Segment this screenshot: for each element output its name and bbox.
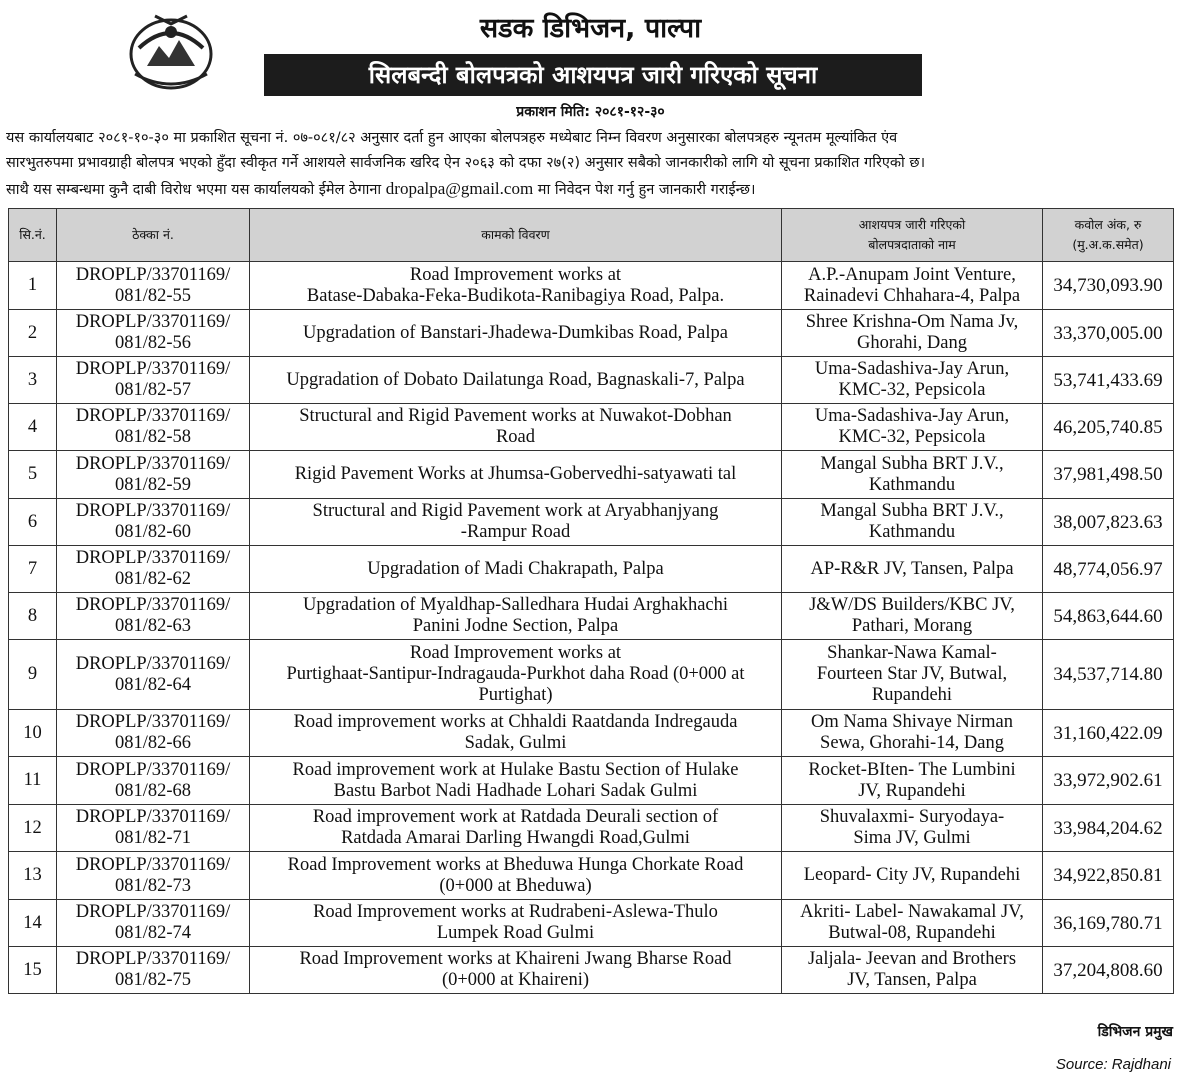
row-bid-amount: 48,774,056.97 xyxy=(1043,546,1174,593)
contract-no-line: 081/82-58 xyxy=(114,427,192,447)
bidder-name-line: J&W/DS Builders/KBC JV, xyxy=(809,595,1015,615)
row-bidder-name xyxy=(782,499,1043,546)
row-bid-amount: 31,160,422.09 xyxy=(1043,710,1174,757)
contract-no-line: DROPLP/33701169/ xyxy=(75,406,231,426)
row-contract-no xyxy=(57,640,250,710)
contract-no-line: DROPLP/33701169/ xyxy=(75,264,231,285)
row-work-description xyxy=(250,710,782,757)
bidder-name-line: A.P.-Anupam Joint Venture, xyxy=(808,264,1016,285)
row-sn: 4 xyxy=(9,404,57,451)
work-description-line: Road improvement works at Chhaldi Raatdanda Indregauda xyxy=(293,712,738,732)
intro-line-3-b: मा निवेदन पेश गर्नु हुन जानकारी गराईन्छ। xyxy=(537,182,756,198)
row-sn: 1 xyxy=(9,262,57,310)
row-bidder-name xyxy=(782,757,1043,805)
work-description-line: (0+000 at Bheduwa) xyxy=(439,875,592,896)
row-bidder-name xyxy=(782,593,1043,640)
bidder-name-line: Kathmandu xyxy=(868,522,956,542)
row-sn: 10 xyxy=(9,710,57,757)
award-table xyxy=(8,208,1174,994)
header-amount-line-2: (मु.अ.क.समेत) xyxy=(1072,237,1144,252)
table-row xyxy=(9,262,1174,310)
bidder-name-line: KMC-32, Pepsicola xyxy=(838,380,986,400)
row-work-description xyxy=(250,640,782,710)
contract-no-line: 081/82-74 xyxy=(114,923,192,943)
contract-no-line: 081/82-56 xyxy=(114,333,192,353)
row-contract-no xyxy=(57,499,250,546)
row-bid-amount: 37,981,498.50 xyxy=(1043,451,1174,499)
row-bidder-name xyxy=(782,805,1043,852)
publication-date: प्रकाशन मिति: २०८१-१२-३० xyxy=(516,104,665,120)
contract-no-line: DROPLP/33701169/ xyxy=(75,595,231,615)
row-bidder-name xyxy=(782,710,1043,757)
row-sn: 6 xyxy=(9,499,57,546)
header-contract-no: ठेक्का नं. xyxy=(57,209,250,262)
row-work-description xyxy=(250,852,782,900)
bidder-name-line: Mangal Subha BRT J.V., xyxy=(820,453,1004,474)
bidder-name-line: Akriti- Label- Nawakamal JV, xyxy=(800,902,1024,922)
row-bid-amount: 33,370,005.00 xyxy=(1043,310,1174,357)
row-bid-amount: 33,984,204.62 xyxy=(1043,805,1174,852)
row-contract-no xyxy=(57,805,250,852)
source-credit: Source: Rajdhani xyxy=(1055,1056,1171,1073)
bidder-name-line: Sima JV, Gulmi xyxy=(853,828,971,848)
bidder-name-line: Jaljala- Jeevan and Brothers xyxy=(807,949,1017,969)
row-bidder-name xyxy=(782,310,1043,357)
row-contract-no xyxy=(57,404,250,451)
bidder-name-line: Leopard- City JV, Rupandehi xyxy=(803,865,1021,885)
header-bidder-line-1: आशयपत्र जारी गरिएको xyxy=(858,217,966,232)
work-description-line: -Rampur Road xyxy=(460,522,571,542)
row-contract-no xyxy=(57,593,250,640)
header-sn: सि.नं. xyxy=(9,209,57,262)
work-description-line: Road improvement work at Hulake Bastu Section of Hulake xyxy=(292,759,739,780)
bidder-name-line: Rainadevi Chhahara-4, Palpa xyxy=(803,285,1021,306)
row-work-description xyxy=(250,900,782,947)
table-row xyxy=(9,451,1174,499)
bidder-name-line: Rupandehi xyxy=(871,685,953,705)
header-bidder-name xyxy=(782,209,1043,262)
row-sn: 9 xyxy=(9,640,57,710)
contract-no-line: DROPLP/33701169/ xyxy=(75,359,231,379)
table-row xyxy=(9,640,1174,710)
row-sn: 13 xyxy=(9,852,57,900)
contract-no-line: DROPLP/33701169/ xyxy=(75,712,231,732)
contract-no-line: 081/82-73 xyxy=(114,875,192,896)
bidder-name-line: AP-R&R JV, Tansen, Palpa xyxy=(810,558,1014,579)
row-work-description xyxy=(250,404,782,451)
contract-no-line: 081/82-59 xyxy=(114,474,192,495)
table-row xyxy=(9,947,1174,994)
work-description-line: Batase-Dabaka-Feka-Budikota-Ranibagiya Road, Palpa. xyxy=(306,285,725,306)
bidder-name-line: Shree Krishna-Om Nama Jv, xyxy=(805,312,1019,332)
row-work-description xyxy=(250,499,782,546)
row-bidder-name xyxy=(782,546,1043,593)
work-description-line: Road Improvement works at Rudrabeni-Aslewa-Thulo xyxy=(313,902,718,922)
bidder-name-line: Om Nama Shivaye Nirman xyxy=(811,712,1013,732)
row-bid-amount: 46,205,740.85 xyxy=(1043,404,1174,451)
row-work-description xyxy=(250,546,782,593)
row-contract-no xyxy=(57,546,250,593)
contract-no-line: 081/82-62 xyxy=(114,569,192,589)
bidder-name-line: JV, Rupandehi xyxy=(858,780,966,801)
row-work-description xyxy=(250,593,782,640)
row-bid-amount: 34,537,714.80 xyxy=(1043,640,1174,710)
row-sn: 11 xyxy=(9,757,57,805)
row-bid-amount: 38,007,823.63 xyxy=(1043,499,1174,546)
table-row xyxy=(9,499,1174,546)
work-description-line: Road Improvement works at Bheduwa Hunga Chorkate Road xyxy=(287,854,744,875)
work-description-line: Road Improvement works at xyxy=(409,264,622,285)
contract-no-line: DROPLP/33701169/ xyxy=(75,902,231,922)
contract-no-line: 081/82-57 xyxy=(114,380,192,400)
work-description-line: Road Improvement works at xyxy=(409,643,622,663)
contract-no-line: 081/82-71 xyxy=(114,828,192,848)
row-bidder-name xyxy=(782,357,1043,404)
bidder-name-line: Mangal Subha BRT J.V., xyxy=(820,501,1004,521)
contract-no-line: DROPLP/33701169/ xyxy=(75,759,231,780)
work-description-line: (0+000 at Khaireni) xyxy=(441,970,590,990)
contract-no-line: 081/82-75 xyxy=(114,970,192,990)
office-title: सडक डिभिजन, पाल्पा xyxy=(479,13,702,44)
row-bid-amount: 36,169,780.71 xyxy=(1043,900,1174,947)
contract-no-line: 081/82-68 xyxy=(114,780,192,801)
row-contract-no xyxy=(57,947,250,994)
row-bidder-name xyxy=(782,852,1043,900)
row-contract-no xyxy=(57,357,250,404)
row-sn: 2 xyxy=(9,310,57,357)
contract-no-line: 081/82-64 xyxy=(114,674,192,695)
work-description-line: Upgradation of Myaldhap-Salledhara Hudai Arghakhachi xyxy=(302,595,729,615)
work-description-line: Purtighaat-Santipur-Indragauda-Purkhot daha Road (0+000 at xyxy=(286,664,745,684)
row-sn: 3 xyxy=(9,357,57,404)
bidder-name-line: Shankar-Nawa Kamal- xyxy=(827,643,997,663)
work-description-line: Upgradation of Madi Chakrapath, Palpa xyxy=(367,558,664,579)
intro-line-3 xyxy=(6,176,1178,203)
contract-no-line: DROPLP/33701169/ xyxy=(75,653,231,674)
row-work-description xyxy=(250,805,782,852)
row-bidder-name xyxy=(782,262,1043,310)
work-description-line: Rigid Pavement Works at Jhumsa-Gobervedhi-satyawati tal xyxy=(294,464,737,484)
bidder-name-line: Kathmandu xyxy=(868,474,956,495)
row-contract-no xyxy=(57,710,250,757)
work-description-line: Structural and Rigid Pavement work at Aryabhanjyang xyxy=(312,501,719,521)
header-work-description: कामको विवरण xyxy=(250,209,782,262)
work-description-line: Purtighat) xyxy=(478,685,553,705)
row-sn: 12 xyxy=(9,805,57,852)
header-bid-amount xyxy=(1043,209,1174,262)
work-description-line: Road improvement work at Ratdada Deurali section of xyxy=(312,807,719,827)
table-row xyxy=(9,357,1174,404)
bidder-name-line: Uma-Sadashiva-Jay Arun, xyxy=(814,406,1010,426)
work-description-line: Panini Jodne Section, Palpa xyxy=(412,616,619,636)
table-row xyxy=(9,710,1174,757)
contract-no-line: DROPLP/33701169/ xyxy=(75,949,231,969)
row-bidder-name xyxy=(782,900,1043,947)
row-bid-amount: 34,730,093.90 xyxy=(1043,262,1174,310)
row-bidder-name xyxy=(782,451,1043,499)
work-description-line: Bastu Barbot Nadi Hadhade Lohari Sadak Gulmi xyxy=(333,780,698,801)
notice-banner: सिलबन्दी बोलपत्रको आशयपत्र जारी गरिएको सूचना xyxy=(264,54,922,96)
contract-no-line: DROPLP/33701169/ xyxy=(75,312,231,332)
work-description-line: Road Improvement works at Khaireni Jwang Bharse Road xyxy=(299,949,732,969)
table-row xyxy=(9,852,1174,900)
row-contract-no xyxy=(57,757,250,805)
bidder-name-line: Sewa, Ghorahi-14, Dang xyxy=(820,733,1004,753)
row-bid-amount: 54,863,644.60 xyxy=(1043,593,1174,640)
bidder-name-line: Butwal-08, Rupandehi xyxy=(828,923,996,943)
row-bid-amount: 33,972,902.61 xyxy=(1043,757,1174,805)
intro-line-2: सारभुतरुपमा प्रभावग्राही बोलपत्र भएको हुँदा स्वीकृत गर्ने आशयले सार्वजनिक खरिद ऐन २०६३ को दफा २७(२) अनुसार सबैको जानकारीको लागि यो सूचना प्रकाशित गरिएको छ। xyxy=(6,155,926,171)
row-bid-amount: 53,741,433.69 xyxy=(1043,357,1174,404)
row-sn: 15 xyxy=(9,947,57,994)
row-work-description xyxy=(250,947,782,994)
intro-line-3-a: साथै यस सम्बन्धमा कुनै दाबी विरोध भएमा यस कार्यालयको ईमेल ठेगाना xyxy=(6,182,382,198)
row-bid-amount: 34,922,850.81 xyxy=(1043,852,1174,900)
intro-text xyxy=(6,126,1178,203)
table-row xyxy=(9,757,1174,805)
work-description-line: Ratdada Amarai Darling Hwangdi Road,Gulmi xyxy=(341,828,690,848)
contract-no-line: DROPLP/33701169/ xyxy=(75,807,231,827)
bidder-name-line: Fourteen Star JV, Butwal, xyxy=(816,664,1008,684)
work-description-line: Upgradation of Banstari-Jhadewa-Dumkibas Road, Palpa xyxy=(303,322,728,343)
contract-no-line: 081/82-60 xyxy=(114,522,192,542)
row-bid-amount: 37,204,808.60 xyxy=(1043,947,1174,994)
bidder-name-line: KMC-32, Pepsicola xyxy=(838,427,986,447)
bidder-name-line: Ghorahi, Dang xyxy=(857,333,967,353)
contract-no-line: 081/82-66 xyxy=(114,733,192,753)
row-bidder-name xyxy=(782,404,1043,451)
work-description-line: Lumpek Road Gulmi xyxy=(436,923,595,943)
contract-no-line: 081/82-55 xyxy=(114,285,192,306)
header-amount-line-1: कवोल अंक, रु xyxy=(1074,217,1142,232)
row-sn: 8 xyxy=(9,593,57,640)
table-header-row xyxy=(9,209,1174,262)
contract-no-line: 081/82-63 xyxy=(114,616,192,636)
bidder-name-line: Shuvalaxmi- Suryodaya- xyxy=(819,807,1005,827)
work-description-line: Sadak, Gulmi xyxy=(464,733,567,753)
table-row xyxy=(9,805,1174,852)
row-work-description xyxy=(250,262,782,310)
header-bidder-line-2: बोलपत्रदाताको नाम xyxy=(868,237,956,252)
work-description-line: Upgradation of Dobato Dailatunga Road, Bagnaskali-7, Palpa xyxy=(286,369,745,390)
row-work-description xyxy=(250,357,782,404)
contract-no-line: DROPLP/33701169/ xyxy=(75,854,231,875)
row-contract-no xyxy=(57,262,250,310)
bidder-name-line: Rocket-BIten- The Lumbini xyxy=(808,759,1016,780)
row-bidder-name xyxy=(782,947,1043,994)
row-contract-no xyxy=(57,451,250,499)
row-sn: 7 xyxy=(9,546,57,593)
intro-line-1: यस कार्यालयबाट २०८१-१०-३० मा प्रकाशित सूचना नं. ०७-०८१/८२ अनुसार दर्ता हुन आएका बोलपत्रहरु मध्येबाट निम्न विवरण अनुसारका बोलपत्रहरु न्यूनतम मूल्यांकित एंव xyxy=(6,130,898,146)
table-row xyxy=(9,900,1174,947)
row-contract-no xyxy=(57,852,250,900)
work-description-line: Structural and Rigid Pavement works at Nuwakot-Dobhan xyxy=(299,406,732,426)
table-row xyxy=(9,593,1174,640)
row-work-description xyxy=(250,451,782,499)
bidder-name-line: JV, Tansen, Palpa xyxy=(847,970,977,990)
row-sn: 5 xyxy=(9,451,57,499)
row-work-description xyxy=(250,310,782,357)
row-contract-no xyxy=(57,310,250,357)
bidder-name-line: Uma-Sadashiva-Jay Arun, xyxy=(814,359,1010,379)
table-row xyxy=(9,546,1174,593)
row-contract-no xyxy=(57,900,250,947)
table-row xyxy=(9,404,1174,451)
row-bidder-name xyxy=(782,640,1043,710)
division-chief-signature: डिभिजन प्रमुख xyxy=(1097,1024,1173,1040)
bidder-name-line: Pathari, Morang xyxy=(851,616,973,636)
contact-email: dropalpa@gmail.com xyxy=(385,179,534,198)
row-work-description xyxy=(250,757,782,805)
contract-no-line: DROPLP/33701169/ xyxy=(75,501,231,521)
row-sn: 14 xyxy=(9,900,57,947)
contract-no-line: DROPLP/33701169/ xyxy=(75,453,231,474)
work-description-line: Road xyxy=(495,427,536,447)
contract-no-line: DROPLP/33701169/ xyxy=(75,548,231,568)
table-row xyxy=(9,310,1174,357)
